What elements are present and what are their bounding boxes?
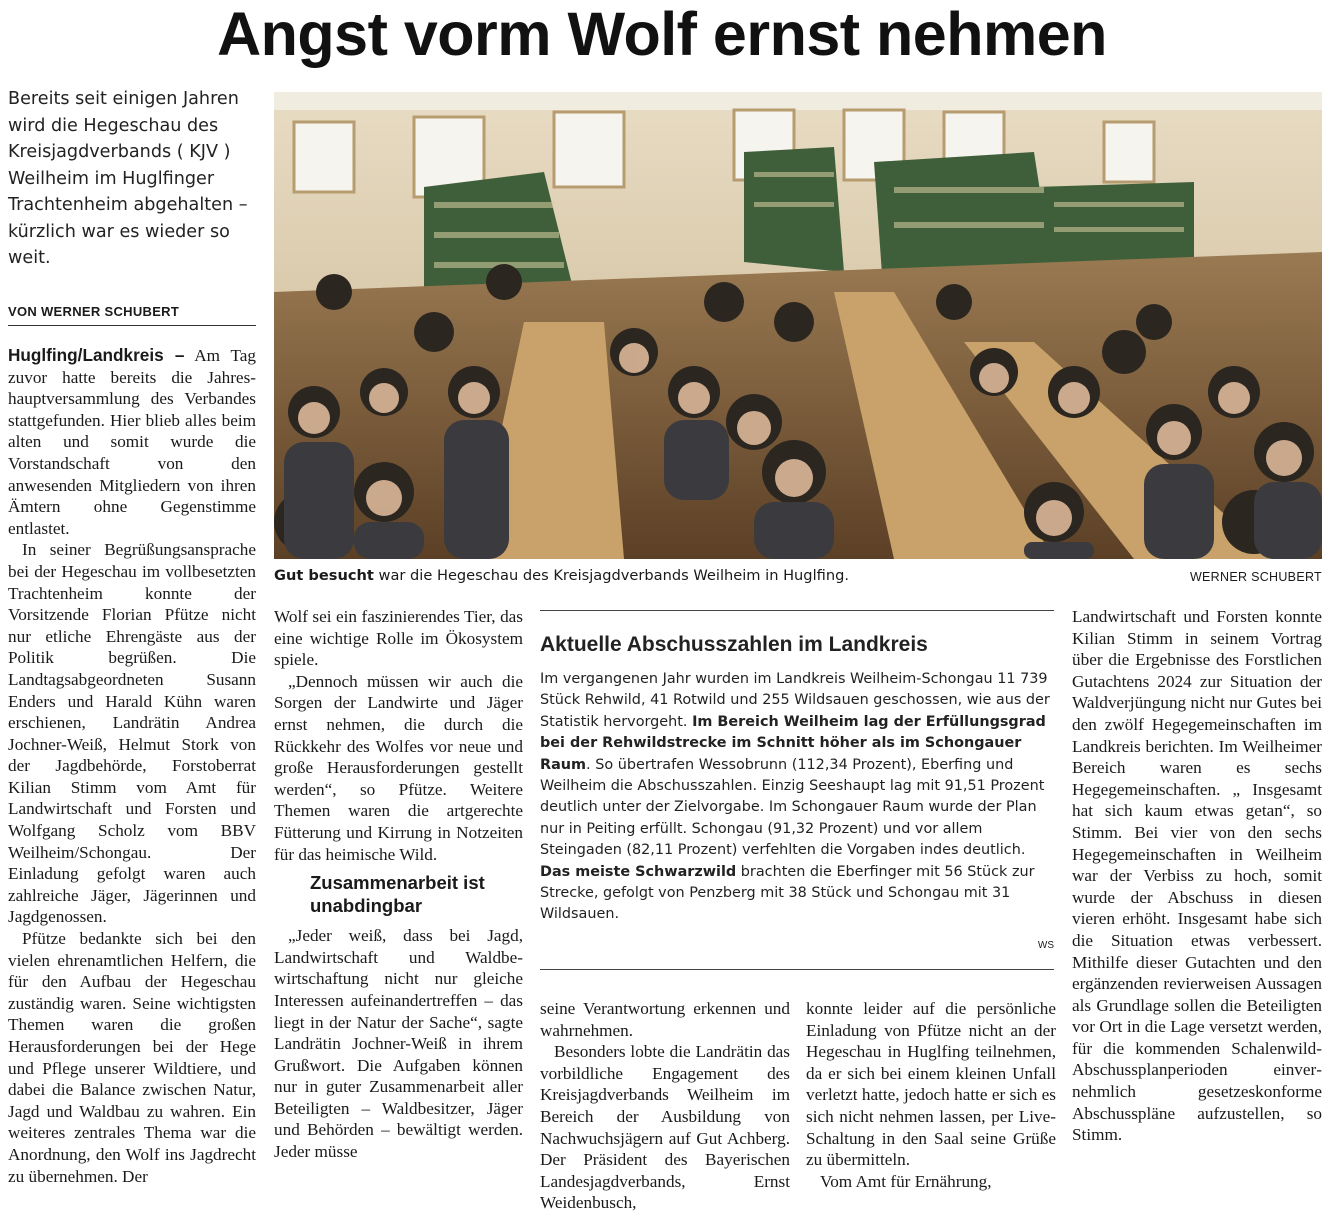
infobox-abschusszahlen — [540, 610, 1054, 970]
photo-hegeschau — [274, 92, 1322, 559]
article-column-4 — [806, 998, 1056, 1192]
dateline: Huglfing/Landkreis – — [8, 345, 185, 365]
paragraph-text: Am Tag zuvor hatte bereits die Jahreshauptversammlung des Verbandes stattgefunden. Hier blieb alles beim alten und somit wurde die Vorstandschaft von den anwesenden Mitgliedern von ihren Ämtern ohne Gegenstimme entlastet. — [8, 346, 256, 538]
paragraph: In seiner Begrüßungsansprache bei der Hegeschau im vollbesetzten Trachtenheim konnte der Vorsitzende Florian Pfütze nicht nur etliche Ehrengäste aus der Politik begrüßen. Die Landtagsabgeordneten Susann Enders und Harald Kühn waren erschienen, Landrätin Andrea Jochner-Weiß, Helmut Stork von der Jagdbehörde, Forstoberrat Kilian Stimm vom Amt für Landwirtschaft und Forsten und Wolfgang Scholz vom BBV Weilheim/Schongau. Der Einladung gefolgt waren auch zahlreiche Jäger, Jägerinnen und Jagdgenossen. — [8, 540, 256, 927]
infobox-text: brachten die Eberfinger mit 56 Stück zur Strecke, gefolgt von Penzberg mit 38 Stück und Schongau mit 31 Wildsauen. — [540, 863, 1035, 923]
paragraph: seine Verantwortung erkennen und wahrnehmen. — [540, 999, 790, 1040]
paragraph: „Dennoch müssen wir auch die Sorgen der Landwirte und Jäger ernst nehmen, die durch die Rückkehr des Wolfes vor neue und große Herausforderungen gestellt werden“, so Pfütze. Weitere Themen waren die artgerechte Fütterung und Kirrung in Notzeiten für das heimische Wild. — [274, 671, 523, 864]
paragraph: Landwirtschaft und Forsten konnte Kilian Stimm in seinem Vortrag über die Ergebnisse des Forstlichen Gutachtens 2024 zur Situation der Waldverjüngung nicht nur Gutes bei den zwölf Hegegemeinschaften im Landkreis berichten. Im Weilheimer Bereich waren es sechs Hegegemeinschaften. „ Insgesamt hat sich kaum etwas getan“, so Stimm. Bei vier von den sechs Hegegemeinschaften in Weilheim war der Verbiss zu hoch, somit wurde der Abschuss in diesen vieren erhöht. Insgesamt habe sich die Situation etwas verbessert. Mithilfe dieser Gutachten und den ergänzenden revierweisen Aussagen als Grundlage sollen die Beteiligten vor Ort in die Lage versetzt werden, für die kommenden Schalenwild-Abschussplanperioden einvernehmlich gesetzeskonforme Abschusspläne aufzustellen, so Stimm. — [1072, 607, 1322, 1145]
infobox-body — [540, 669, 1054, 926]
infobox-highlight: Das meiste Schwarzwild — [540, 863, 737, 880]
headline: Angst vorm Wolf ernst nehmen — [217, 0, 1107, 68]
teaser: Bereits seit einigen Jahren wird die Hegeschau des Kreisjagdverbands ( KJV ) Weilheim im Huglfinger Trachtenheim abgehalten – kürzlich war es wieder so weit. — [8, 89, 248, 268]
photo-caption — [274, 566, 1322, 586]
article-column-3 — [540, 998, 790, 1214]
infobox-title: Aktuelle Abschusszahlen im Landkreis — [540, 633, 928, 656]
paragraph: „Jeder weiß, dass bei Jagd, Landwirtschaft und Waldbewirtschaftung nicht nur gleiche Interessen aufeinandertreffen – das liegt in der Natur der Sache“, sagte Landrätin Jochner-Weiß in ihrem Grußwort. Die Aufgaben können nur in guter Zusammenarbeit aller Beteiligten – Waldbesitzer, Jäger und Behörden – bewältigt werden. Jeder müsse — [274, 926, 523, 1162]
caption-lead: Gut besucht — [274, 567, 374, 584]
paragraph — [8, 345, 256, 539]
paragraph: Wolf sei ein faszinierendes Tier, das eine wichtige Rolle im Ökosystem spiele. — [274, 607, 523, 670]
article-column-1 — [8, 345, 256, 1187]
infobox-signature: WS — [1037, 940, 1054, 951]
photo-credit: WERNER SCHUBERT — [1189, 570, 1322, 584]
byline: VON WERNER SCHUBERT — [8, 304, 256, 326]
paragraph: Vom Amt für Ernährung, — [820, 1171, 992, 1191]
infobox-highlight: Im Bereich Weilheim lag der Erfüllungsgrad bei der Rehwildstrecke im Schnitt höher als im Schongauer Raum — [540, 713, 1046, 773]
photo-hall-scene — [274, 92, 1322, 559]
paragraph: Besonders lobte die Landrätin das vorbildliche Engagement des Kreisjagdverbands Weilheim im Bereich der Ausbildung von Nachwuchsjägern auf Gut Achberg. Der Präsident des Bayerischen Landesjagdverbands, Ernst Weidenbusch, — [540, 1042, 790, 1213]
caption-text: war die Hegeschau des Kreisjagdverbands Weilheim in Huglfing. — [373, 567, 849, 584]
article-column-5 — [1072, 606, 1322, 1146]
infobox-text: . So übertrafen Wessobrunn (112,34 Prozent), Eberfing und Weilheim die Abschusszahlen. Einzig Seeshaupt lag mit 91,51 Prozent deutlich unter der Zielvorgabe. Im Schongauer Raum wurde der Plan nur in Peiting erfüllt. Schongau (91,32 Prozent) und vor allem Steingaden (82,11 Prozent) verfehlten die Vorgaben indes deutlich. — [540, 756, 1045, 859]
paragraph: Pfütze bedankte sich bei den vielen ehrenamtlichen Helfern, die für den Aufbau der Hegeschau zuständig waren. Seine wichtigsten Themen waren die großen Herausforderungen bei der Hege und Pflege unserer Wildtiere, und dabei die Balance zwischen Natur, Jagd und Waldbau zu wahren. Ein weiteres zentrales Thema war die Anordnung, den Wolf ins Jagdrecht zu übernehmen. Der — [8, 929, 256, 1186]
subheading: Zusammenarbeit ist unabdingbar — [310, 872, 485, 917]
paragraph: konnte leider auf die persönliche Einladung von Pfütze nicht an der Hegeschau in Huglfing teilnehmen, da er sich bei einem kleinen Unfall verletzt hatte, jedoch hatte er sich es sich nicht nehmen lassen, per Live-Schaltung in den Saal seine Grüße zu übermitteln. — [806, 999, 1056, 1170]
infobox-text: Im vergangenen Jahr wurden im Landkreis Weilheim-Schongau 11 739 Stück Rehwild, 41 Rotwild und 255 Wildsauen geschossen, wie aus der Statistik hervorgeht. — [540, 671, 1050, 730]
article-column-2 — [274, 606, 523, 1163]
